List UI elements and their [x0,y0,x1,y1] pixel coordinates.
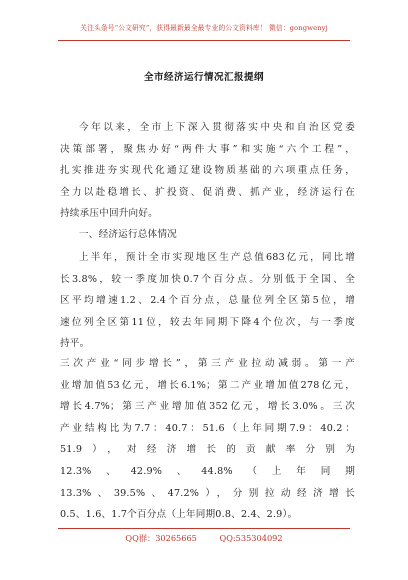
text-line: 业增加值53亿元，增长6.1%；第二产业增加值278亿元， [60,379,355,391]
header-divider [58,40,350,41]
text-line: 三次产业“同步增长”，第三产业拉动减弱。第一产 [60,358,355,369]
text-line: 长3.8%，较一季度加快0.7个百分点。分别低于全国、全 [60,273,355,285]
header-banner[interactable]: 关注头条号“公文研究”，获得最新最全最专业的公文资料库！ 微信：gongwenyj [80,24,328,32]
text-line: 扎实推进夯实现代化通辽建设物质基础的六项重点任务， [60,165,355,177]
paragraph-intro [60,117,355,225]
footer-qq-group[interactable]: QQ群：30265665 [125,533,197,543]
paragraph-overview [60,247,355,355]
text-line: 13.3%、39.5%、47.2%），分别拉动经济增长 [60,487,355,499]
text-line: 速位列全区第11位，较去年同期下降4个位次，与一季度 [60,316,355,328]
section-heading-1 [60,224,355,246]
paragraph-industries [60,353,355,526]
text-line: 增长4.7%；第三产业增加值352亿元，增长3.0%。三次 [60,401,355,413]
text-line: 持平。 [60,338,90,350]
document-title: 全市经济运行情况汇报提纲 [143,72,264,83]
footer-contacts [0,533,408,544]
text-line: 12.3%、42.9%、44.8%（上年同期 [60,465,355,477]
section-heading: 一、经济运行总体情况 [79,229,177,240]
text-line: 51.9），对经济增长的贡献率分别为 [60,444,355,456]
text-line: 区平均增速1.2、2.4个百分点，总量位列全区第5位，增 [60,295,355,307]
text-line: 全力以赴稳增长、扩投资、促消费、抓产业，经济运行在 [60,186,355,198]
text-line: 今年以来，全市上下深入贯彻落实中央和自治区党委 [79,122,355,133]
text-line: 决策部署，聚焦办好“两件大事”和实施“六个工程”， [60,143,355,155]
text-line: 0.5、1.6、1.7个百分点（上年同期0.8、2.4、2.9）。 [60,509,298,521]
text-line: 持续承压中回升向好。 [60,208,158,220]
footer-divider [58,528,350,529]
footer-qq-contact[interactable]: QQ:535304092 [219,533,283,543]
text-line: 产业结构比为7.7：40.7：51.6（上年同期7.9：40.2： [60,422,355,434]
text-line: 上半年，预计全市实现地区生产总值683亿元，同比增 [79,252,355,263]
